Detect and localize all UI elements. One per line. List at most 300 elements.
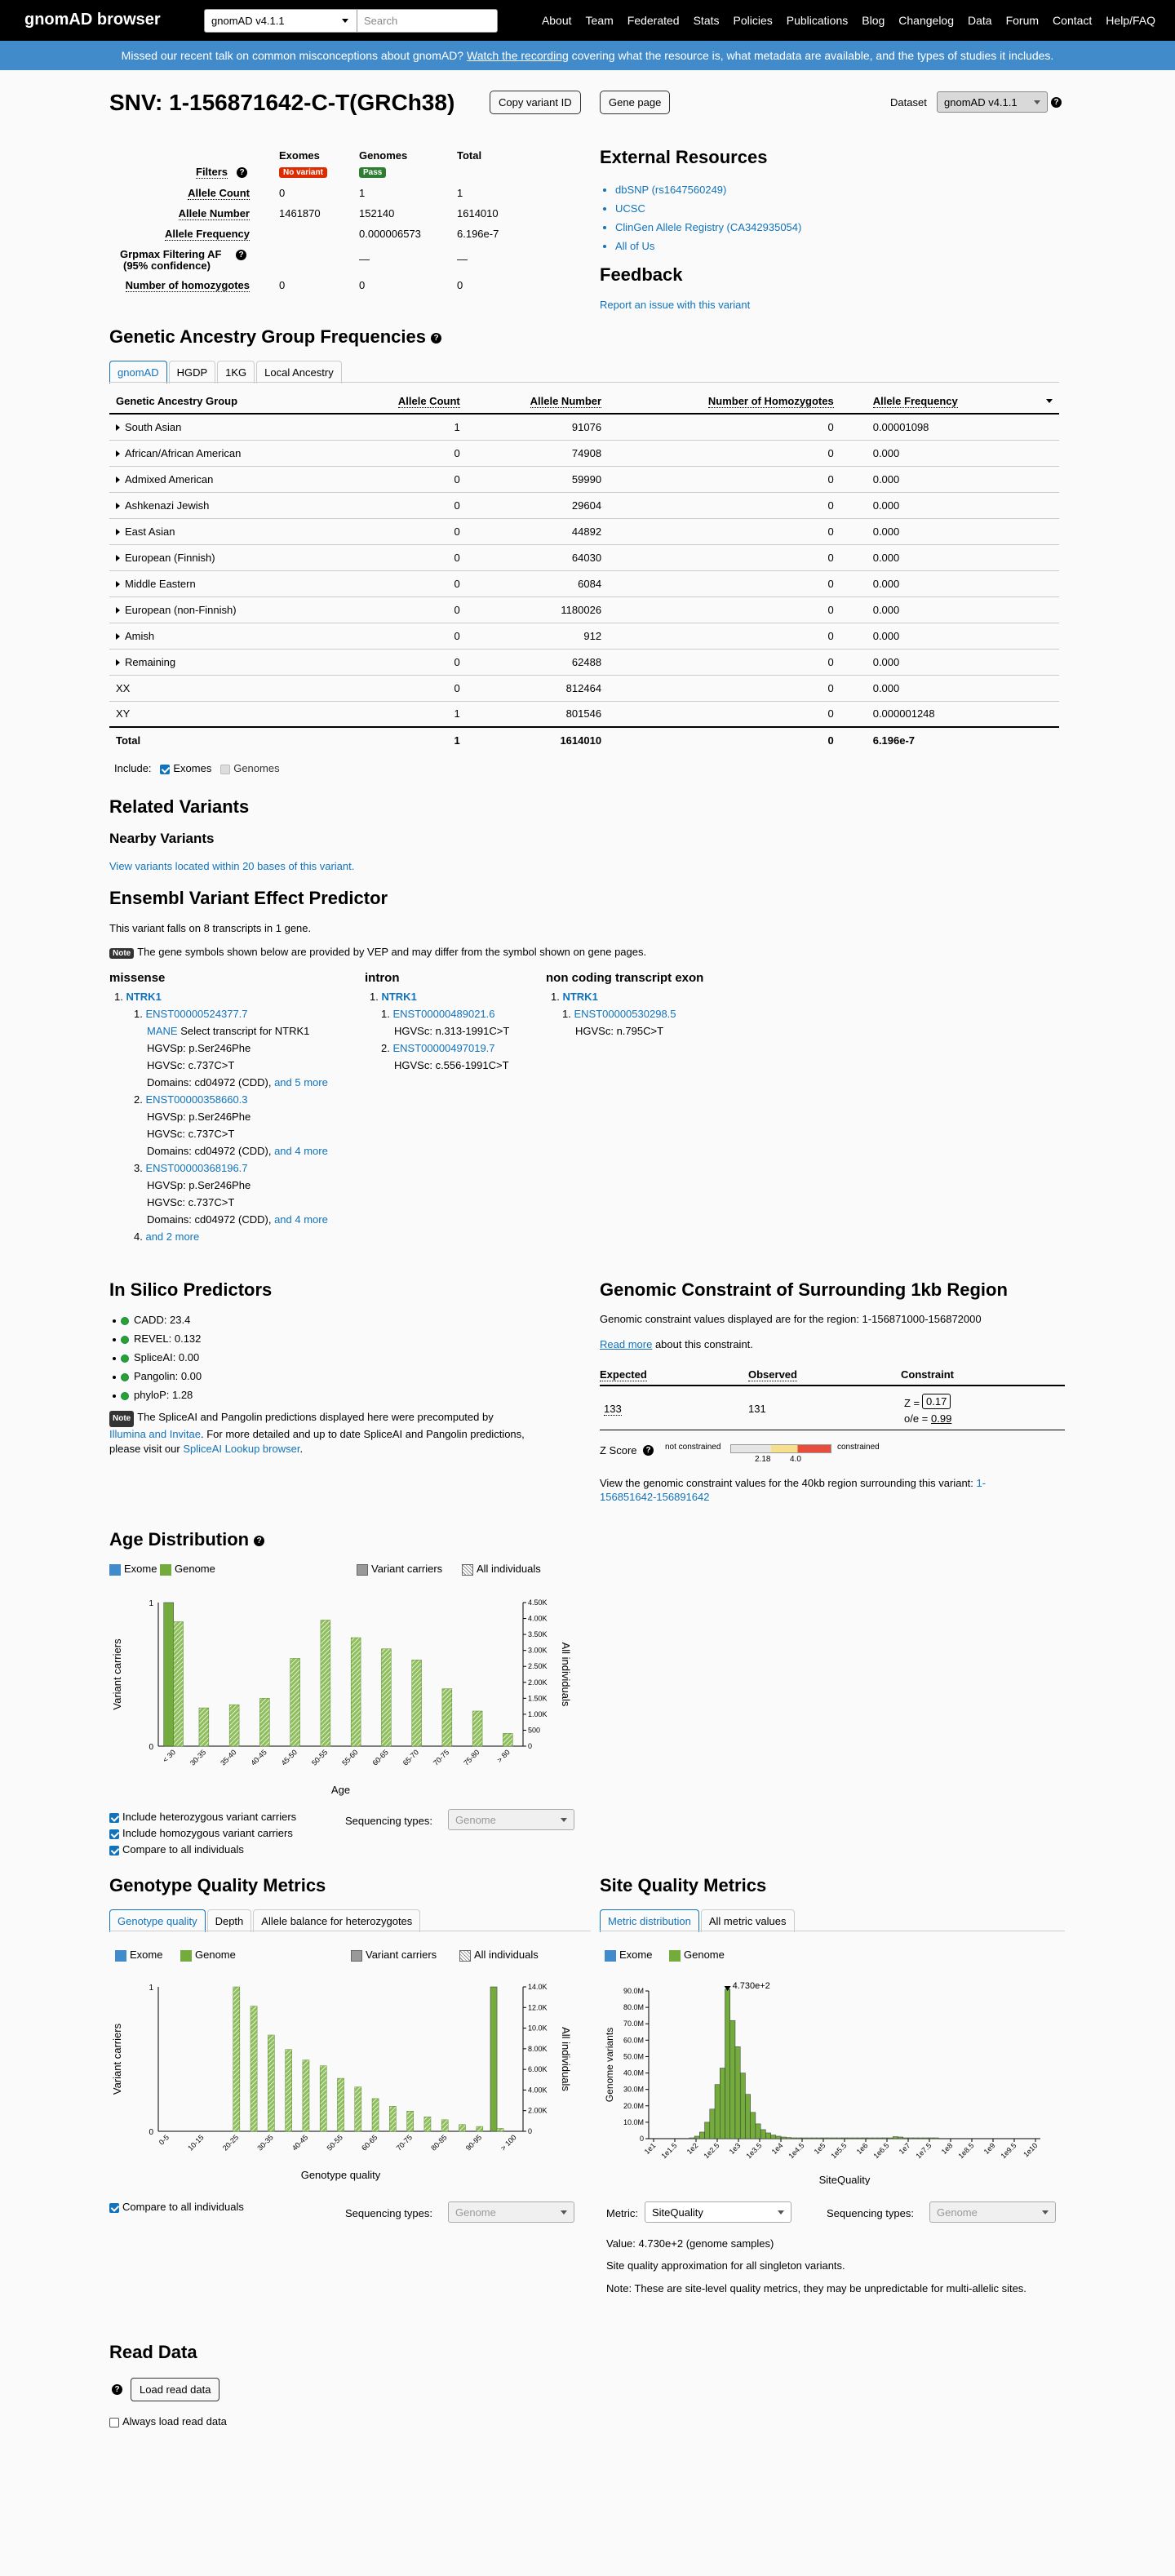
x-tick-label: 1e10 — [1022, 2141, 1040, 2159]
include-exomes-label: Exomes — [173, 762, 212, 774]
help-icon[interactable]: ? — [254, 1536, 264, 1546]
table-cell — [109, 701, 341, 727]
table-cell — [467, 727, 608, 753]
y2-tick-label: 3.50K — [528, 1630, 548, 1639]
x-axis-label: SiteQuality — [818, 2174, 871, 2185]
table-cell — [341, 596, 467, 623]
all-individuals-bar — [321, 1621, 330, 1746]
select-value: Genome — [455, 2206, 496, 2219]
hgvsc: HGVSc: c.737C>T — [147, 1196, 235, 1208]
table-row[interactable] — [109, 492, 1059, 518]
col-header-homozygotes[interactable] — [608, 389, 840, 414]
seq-type-label: Sequencing types: — [345, 2207, 432, 2219]
mane-text: Select transcript for NTRK1 — [180, 1025, 310, 1037]
include-heterozygous-checkbox[interactable] — [109, 1813, 119, 1823]
summary-value: 6.196e-7 — [457, 228, 499, 240]
cell-text: 812464 — [565, 681, 602, 694]
include-row — [114, 762, 280, 774]
cell-text: 0 — [454, 629, 460, 642]
transcript-link[interactable]: ENST00000489021.6 — [392, 1008, 495, 1020]
x-tick-label: 1e4.5 — [787, 2141, 806, 2161]
table-cell — [840, 518, 1059, 544]
table-row[interactable] — [109, 414, 1059, 440]
tab-genotype-quality[interactable]: Genotype quality — [109, 1909, 206, 1932]
col-header-allele-count[interactable] — [341, 389, 467, 414]
histogram-bar — [710, 2109, 715, 2139]
y-tick-label: 1 — [149, 1599, 153, 1608]
gene-link[interactable]: NTRK1 — [381, 991, 417, 1003]
histogram-bar — [858, 2138, 862, 2139]
heterozygous-check-row — [109, 1811, 296, 1823]
cell-text: European (Finnish) — [125, 551, 215, 564]
dataset-select[interactable] — [204, 9, 357, 33]
spliceai-lookup-link[interactable]: SpliceAI Lookup browser — [183, 1443, 300, 1455]
note-text: The SpliceAI and Pangolin predictions displayed here were precomputed by — [137, 1411, 494, 1423]
tab-metric-distribution[interactable]: Metric distribution — [600, 1909, 699, 1932]
table-row[interactable] — [109, 570, 1059, 596]
cell-text: 0 — [454, 499, 460, 512]
tab-hgdp[interactable]: HGDP — [169, 361, 216, 384]
x-tick-label: 50-55 — [309, 1748, 330, 1767]
cell-text: European (non-Finnish) — [125, 603, 237, 616]
sq-legend-exome[interactable] — [605, 1949, 652, 1962]
table-cell — [608, 518, 840, 544]
histogram-bar — [878, 2138, 883, 2139]
list-number: 1. — [114, 991, 126, 1003]
cell-text: 0 — [454, 577, 460, 590]
x-tick-label: 1e2.5 — [702, 2141, 721, 2161]
hgvsc: HGVSc: c.737C>T — [147, 1059, 235, 1071]
histogram-bar — [699, 2132, 704, 2139]
region-link[interactable]: 1- — [976, 1477, 987, 1489]
x-tick-label: 50-55 — [325, 2133, 344, 2153]
search-input[interactable]: Search — [357, 9, 498, 33]
y2-tick-label: 4.00K — [528, 2086, 548, 2095]
histogram-bar — [811, 2138, 816, 2139]
cell-text: 1 — [454, 420, 460, 433]
x-tick-label: 30-35 — [188, 1748, 208, 1767]
gq-legend-genome[interactable] — [180, 1949, 236, 1962]
help-icon[interactable]: ? — [236, 250, 246, 260]
sq-seq-type-select[interactable] — [929, 2201, 1056, 2223]
table-row[interactable] — [109, 623, 1059, 649]
help-icon[interactable]: ? — [237, 167, 247, 178]
x-tick-label: 1e7 — [897, 2141, 912, 2157]
gq-legend-all-individuals[interactable] — [459, 1949, 539, 1962]
x-tick-label: 1e5 — [812, 2141, 827, 2157]
filters-label: Filters — [196, 166, 228, 178]
exome-swatch — [109, 1564, 121, 1576]
tab-local-ancestry[interactable]: Local Ancestry — [256, 361, 342, 384]
chevron-down-icon — [561, 1818, 567, 1822]
x-tick-label: 90-95 — [463, 2133, 484, 2153]
hgvsc: HGVSc: n.795C>T — [575, 1025, 664, 1037]
read-data-title: Read Data — [109, 2342, 197, 2362]
tab-gnomad[interactable]: gnomAD — [109, 361, 167, 384]
predictor-text: Pangolin: 0.00 — [134, 1370, 202, 1382]
x-tick-label: 1e1 — [642, 2141, 658, 2157]
col-header-allele-frequency[interactable] — [840, 389, 1059, 414]
age-distribution-title — [109, 1529, 264, 1550]
external-link-ucsc[interactable]: • UCSC — [615, 199, 801, 218]
external-links-list — [605, 180, 801, 255]
always-load-row — [109, 2415, 227, 2427]
y2-tick-label: 4.00K — [528, 1614, 548, 1623]
expand-triangle-icon[interactable] — [116, 424, 120, 431]
transcript-link[interactable]: ENST00000368196.7 — [145, 1162, 248, 1174]
scale-tick: 2.18 — [755, 1455, 771, 1464]
dataset-selector[interactable] — [937, 91, 1048, 113]
external-link-clingen[interactable]: • ClinGen Allele Registry (CA342935054) — [615, 218, 801, 237]
nav-link-forum[interactable]: Forum — [1005, 14, 1040, 27]
include-exomes-checkbox[interactable] — [160, 765, 170, 774]
cell-text: Remaining — [125, 655, 176, 668]
x-tick-label: 60-65 — [370, 1748, 390, 1767]
table-row[interactable] — [109, 701, 1059, 727]
vep-note-text: The gene symbols shown below are provided by VEP and may differ from the symbol shown on gene pages. — [137, 946, 647, 958]
carrier-swatch — [351, 1950, 362, 1962]
domains: Domains: cd04972 (CDD), — [147, 1213, 272, 1226]
expand-triangle-icon[interactable] — [116, 633, 120, 640]
expand-triangle-icon[interactable] — [116, 607, 120, 614]
in-silico-list — [109, 1310, 202, 1404]
legend-label: Exome — [130, 1949, 163, 1961]
age-legend-exome[interactable] — [109, 1563, 157, 1576]
table-row[interactable] — [109, 440, 1059, 466]
y2-axis-label: All individuals — [560, 2027, 572, 2091]
all-individuals-swatch — [459, 1950, 471, 1962]
histogram-bar — [689, 2138, 694, 2139]
cell-text: 0 — [827, 734, 834, 747]
table-cell — [840, 675, 1059, 701]
histogram-bar — [929, 2138, 933, 2139]
note-text: . For more detailed and up to date SpliceAI and Pangolin predictions, — [201, 1428, 525, 1440]
cell-text: 1 — [454, 707, 460, 720]
y2-tick-label: 6.00K — [528, 2065, 548, 2074]
brand-logo[interactable]: gnomAD browser — [24, 11, 161, 29]
gq-legend-exome[interactable] — [115, 1949, 162, 1962]
nav-link-about[interactable]: About — [541, 14, 572, 27]
summary-value: 0 — [457, 279, 463, 291]
banner-link[interactable]: Watch the recording — [467, 49, 569, 62]
col-header-group[interactable]: Genetic Ancestry Group — [109, 389, 341, 414]
cell-text: 0 — [827, 525, 834, 538]
cell-text: 6.196e-7 — [872, 734, 916, 747]
x-tick-label: 60-65 — [360, 2133, 379, 2153]
nav-link-stats[interactable]: Stats — [693, 14, 720, 27]
help-icon[interactable]: ? — [643, 1445, 654, 1456]
vep-noncoding-column — [546, 971, 703, 1040]
nav-link-data[interactable]: Data — [968, 14, 992, 27]
nav-link-contact[interactable]: Contact — [1053, 14, 1093, 27]
table-cell — [840, 701, 1059, 727]
illumina-link[interactable]: Illumina and Invitae — [109, 1428, 202, 1440]
gq-compare-row — [109, 2201, 244, 2213]
y-tick-label: 10.0M — [623, 2117, 644, 2126]
legend-label: Exome — [124, 1563, 157, 1575]
table-row[interactable] — [109, 649, 1059, 675]
in-silico-title: In Silico Predictors — [109, 1279, 273, 1300]
cell-text: 0.000 — [872, 551, 900, 564]
nav-link-team[interactable]: Team — [585, 14, 614, 27]
table-total-row — [109, 727, 1059, 753]
nearby-variants-link[interactable]: View variants located within 20 bases of this variant. — [109, 860, 355, 872]
always-load-checkbox[interactable] — [109, 2418, 119, 2427]
all-individuals-bar — [320, 2066, 326, 2131]
site-quality-title: Site Quality Metrics — [600, 1875, 767, 1895]
banner-text-post: covering what the resource is, what metadata are available, and the types of studies it includes. — [571, 49, 1054, 62]
expand-triangle-icon[interactable] — [116, 529, 120, 535]
predictor-text: REVEL: 0.132 — [134, 1332, 202, 1345]
table-cell — [341, 727, 467, 753]
check-label: Include homozygous variant carriers — [122, 1827, 293, 1839]
nav-link-policies[interactable]: Policies — [733, 14, 773, 27]
hgvsc: HGVSc: n.313-1991C>T — [394, 1025, 510, 1037]
cell-text: 0.000 — [872, 446, 900, 459]
y-tick-label: 50.0M — [623, 2052, 644, 2061]
col-header-allele-number[interactable] — [467, 389, 608, 414]
predictor-dot-icon — [121, 1317, 129, 1325]
histogram-bar — [786, 2138, 791, 2139]
col-total: Total — [457, 149, 482, 162]
gene-link[interactable]: NTRK1 — [126, 991, 162, 1003]
y-tick-label: 80.0M — [623, 2003, 644, 2012]
tab-depth[interactable]: Depth — [207, 1909, 252, 1932]
table-cell — [467, 414, 608, 440]
nav-link-blog[interactable]: Blog — [862, 14, 885, 27]
summary-value: 0 — [359, 279, 366, 291]
table-cell — [840, 727, 1059, 753]
help-icon[interactable]: ? — [112, 2384, 122, 2395]
x-tick-label: 1e3 — [727, 2141, 743, 2157]
y2-tick-label: 2.00K — [528, 2106, 548, 2115]
gene-page-button[interactable]: Gene page — [600, 91, 670, 114]
external-link-allofus[interactable]: • All of Us — [615, 237, 801, 255]
cell-text: 0.000 — [872, 577, 900, 590]
table-cell — [608, 623, 840, 649]
select-value: Genome — [455, 1814, 496, 1826]
cell-text: 0 — [827, 603, 834, 616]
table-row[interactable] — [109, 518, 1059, 544]
histogram-bar — [735, 2046, 740, 2139]
help-icon[interactable]: ? — [431, 333, 441, 344]
table-cell — [840, 570, 1059, 596]
nav-link-publications[interactable]: Publications — [786, 14, 849, 27]
y2-tick-label: 12.0K — [528, 2003, 548, 2012]
all-individuals-bar — [497, 2128, 503, 2131]
carrier-bar — [490, 1987, 497, 2131]
mane-link[interactable]: MANE — [147, 1025, 178, 1037]
transcript-link[interactable]: ENST00000524377.7 — [145, 1008, 248, 1020]
table-cell — [341, 440, 467, 466]
y2-tick-label: 14.0K — [528, 1983, 548, 1991]
list-number: 1. — [562, 1008, 574, 1020]
genome-swatch — [160, 1564, 171, 1576]
histogram-bar — [781, 2137, 786, 2139]
table-row[interactable] — [109, 675, 1059, 701]
cell-text: 0 — [827, 551, 834, 564]
list-number: 2. — [134, 1093, 146, 1106]
y2-tick-label: 500 — [528, 1726, 541, 1735]
y2-tick-label: 0 — [528, 1742, 533, 1750]
table-cell — [109, 596, 341, 623]
expand-triangle-icon[interactable] — [116, 450, 120, 457]
seq-type-label: Sequencing types: — [827, 2207, 914, 2219]
table-cell — [608, 675, 840, 701]
y2-tick-label: 1.50K — [528, 1694, 548, 1703]
expand-triangle-icon[interactable] — [116, 477, 120, 483]
more-transcripts-link[interactable]: and 2 more — [145, 1230, 200, 1243]
external-link-dbsnp[interactable]: • dbSNP (rs1647560249) — [615, 180, 801, 199]
note-text: . — [299, 1443, 304, 1455]
histogram-bar — [827, 2138, 831, 2139]
metric-select[interactable] — [645, 2201, 791, 2223]
nav-link-changelog[interactable]: Changelog — [898, 14, 955, 27]
cell-text: Admixed American — [125, 472, 214, 485]
more-domains-link[interactable]: and 4 more — [274, 1145, 328, 1157]
transcript-link[interactable]: ENST00000530298.5 — [574, 1008, 676, 1020]
cell-text: 91076 — [571, 420, 602, 433]
check-label: Include heterozygous variant carriers — [122, 1811, 297, 1823]
table-cell — [467, 440, 608, 466]
transcript-link[interactable]: ENST00000358660.3 — [145, 1093, 248, 1106]
histogram-bar — [872, 2138, 877, 2139]
table-cell — [109, 649, 341, 675]
load-read-data-button[interactable]: Load read data — [131, 2378, 219, 2401]
table-row[interactable] — [109, 544, 1059, 570]
cell-text: 0 — [454, 551, 460, 564]
more-domains-link[interactable]: and 5 more — [274, 1076, 328, 1088]
bullet — [113, 1338, 116, 1341]
z-value: 0.17 — [922, 1394, 951, 1409]
histogram-bar — [893, 2137, 898, 2139]
age-legend-genome[interactable] — [160, 1563, 215, 1576]
cell-text: African/African American — [125, 446, 242, 459]
expand-triangle-icon[interactable] — [116, 659, 120, 666]
table-cell — [467, 544, 608, 570]
read-more-link[interactable]: Read more — [600, 1338, 653, 1350]
histogram-bar — [806, 2138, 811, 2139]
top-navigation-bar — [0, 0, 1175, 41]
chevron-down-icon — [1042, 2210, 1049, 2215]
sq-legend-genome[interactable] — [669, 1949, 725, 1962]
col-observed: Observed — [748, 1368, 797, 1381]
all-individuals-swatch — [462, 1564, 473, 1576]
chevron-down-icon — [778, 2210, 784, 2215]
x-tick-label: 1e9 — [982, 2141, 997, 2157]
list-number: 1. — [551, 991, 563, 1003]
compare-all-individuals-checkbox[interactable] — [109, 1846, 119, 1856]
cell-text: 0.000001248 — [872, 707, 935, 720]
age-legend-all-individuals[interactable] — [462, 1563, 541, 1576]
expected-value: 133 — [604, 1403, 622, 1415]
nav-link-federated[interactable]: Federated — [627, 14, 680, 27]
age-seq-type-select[interactable] — [448, 1809, 574, 1830]
in-silico-note — [109, 1410, 591, 1456]
vep-note — [109, 946, 646, 959]
help-icon[interactable]: ? — [1051, 97, 1062, 108]
x-tick-label: > 100 — [499, 2133, 518, 2153]
col-genomes: Genomes — [359, 149, 408, 162]
all-individuals-bar — [286, 2050, 292, 2131]
tab-allele-balance[interactable]: Allele balance for heterozygotes — [253, 1909, 420, 1932]
scale-tick: 4.0 — [790, 1455, 801, 1464]
histogram-bar — [837, 2138, 842, 2139]
report-issue-link[interactable]: Report an issue with this variant — [600, 299, 751, 311]
age-legend-variant-carriers[interactable] — [357, 1563, 442, 1576]
cell-text: 0 — [827, 655, 834, 668]
gene-link[interactable]: NTRK1 — [562, 991, 598, 1003]
ancestry-title — [109, 326, 441, 348]
grpmax-label: Grpmax Filtering AF — [120, 248, 222, 260]
metric-value-text: Value: 4.730e+2 (genome samples) — [606, 2237, 774, 2250]
predictor-dot-icon — [121, 1355, 129, 1363]
gq-legend-variant-carriers[interactable] — [351, 1949, 437, 1962]
more-domains-link[interactable]: and 4 more — [274, 1213, 328, 1226]
expand-triangle-icon[interactable] — [116, 503, 120, 509]
summary-value: 1 — [359, 187, 366, 199]
col-exomes: Exomes — [279, 149, 320, 162]
expand-triangle-icon[interactable] — [116, 555, 120, 561]
histogram-bar — [924, 2138, 929, 2139]
check-label: Compare to all individuals — [122, 1843, 244, 1856]
all-individuals-bar — [233, 1987, 240, 2131]
cell-text: 0.000 — [872, 472, 900, 485]
nearby-variants-title: Nearby Variants — [109, 831, 215, 846]
cell-text: Ashkenazi Jewish — [125, 499, 210, 512]
related-variants-title: Related Variants — [109, 796, 250, 817]
tab-1kg[interactable]: 1KG — [217, 361, 255, 384]
gq-seq-type-select[interactable] — [448, 2201, 574, 2223]
legend-label: Exome — [619, 1949, 653, 1961]
tab-all-metric-values[interactable]: All metric values — [701, 1909, 795, 1932]
x-tick-label: 45-50 — [279, 1748, 299, 1767]
note-tag: Note — [109, 948, 134, 959]
cell-text: 0 — [827, 446, 834, 459]
table-cell — [109, 675, 341, 701]
table-cell — [840, 466, 1059, 492]
homozygous-check-row — [109, 1827, 293, 1839]
table-row[interactable] — [109, 596, 1059, 623]
cell-text: 62488 — [571, 655, 602, 668]
expand-triangle-icon[interactable] — [116, 581, 120, 587]
genotype-quality-title: Genotype Quality Metrics — [109, 1875, 326, 1895]
histogram-bar — [791, 2138, 796, 2139]
x-tick-label: 1e6.5 — [871, 2141, 891, 2161]
histogram-bar — [862, 2138, 867, 2139]
include-homozygous-checkbox[interactable] — [109, 1829, 119, 1839]
cell-text: 1614010 — [560, 734, 602, 747]
table-cell — [608, 727, 840, 753]
cell-text: 0 — [827, 499, 834, 512]
summary-value: 0 — [279, 279, 286, 291]
include-genomes-checkbox[interactable] — [220, 765, 230, 774]
all-individuals-bar — [174, 1621, 184, 1746]
predictor-text: SpliceAI: 0.00 — [134, 1351, 200, 1363]
y2-tick-label: 4.50K — [528, 1598, 548, 1607]
sort-desc-icon — [1046, 399, 1053, 403]
cell-text: 0 — [454, 655, 460, 668]
y-tick-label: 30.0M — [623, 2085, 644, 2094]
gq-compare-checkbox[interactable] — [109, 2203, 119, 2213]
table-cell — [840, 492, 1059, 518]
transcript-link[interactable]: ENST00000497019.7 — [392, 1042, 495, 1054]
copy-variant-id-button[interactable]: Copy variant ID — [490, 91, 581, 114]
region-link-2[interactable]: 156851642-156891642 — [600, 1491, 710, 1503]
cell-text: Amish — [125, 629, 155, 642]
nav-link-help[interactable]: Help/FAQ — [1106, 14, 1155, 27]
table-row[interactable] — [109, 466, 1059, 492]
